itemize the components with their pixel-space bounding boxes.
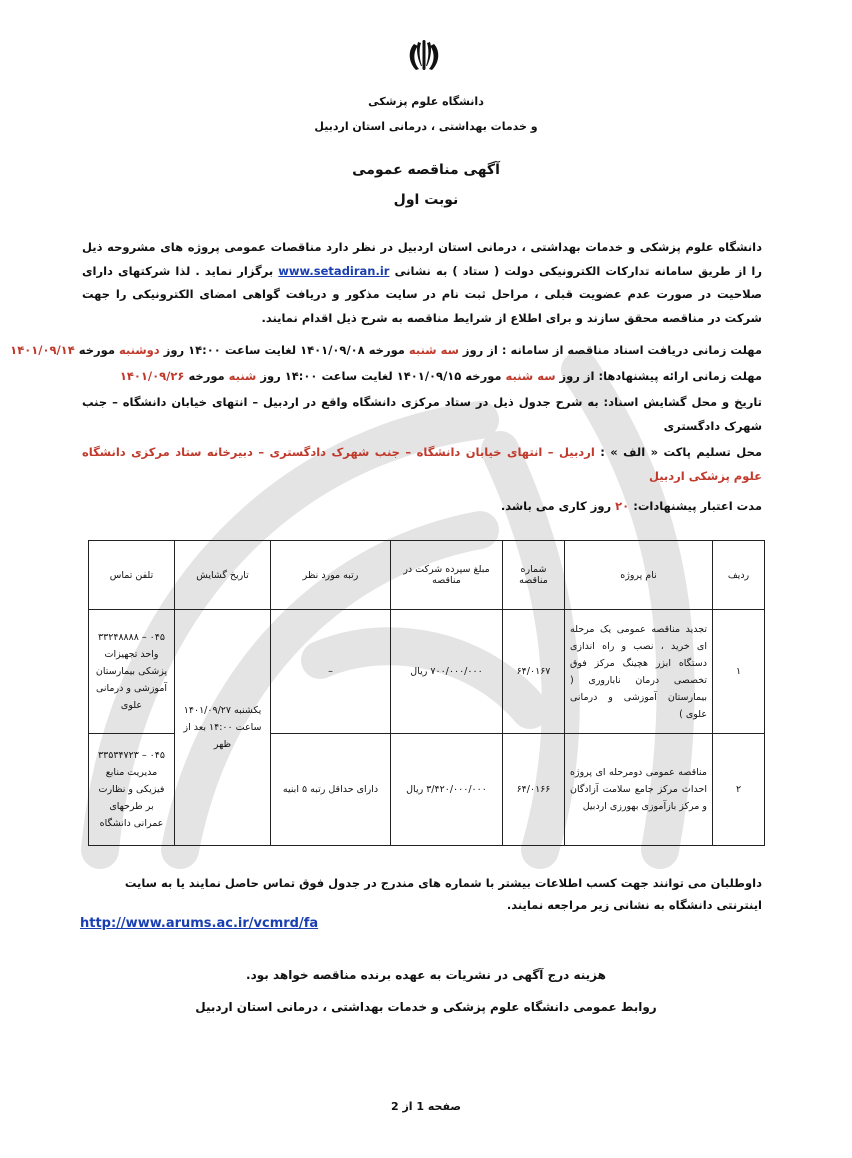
validity-line [82, 499, 762, 513]
tender-number: ۶۴/۰۱۶۷ [503, 610, 565, 734]
docs-mid1: مورخه ۱۴۰۱/۰۹/۰۸ لغایت ساعت ۱۴:۰۰ روز [163, 343, 405, 357]
bids-date2: ۱۴۰۱/۰۹/۲۶ [119, 369, 185, 383]
required-grade: دارای حداقل رتبه ۵ ابنیه [271, 734, 391, 846]
opening-date: یکشنبه ۱۴۰۱/۰۹/۲۷ ساعت ۱۴:۰۰ بعد از ظهر [175, 610, 271, 846]
docs-day2: دوشنبه [118, 343, 160, 357]
row-number: ۱ [713, 610, 765, 734]
contact-phone: ۰۴۵ – ۳۳۵۳۴۷۲۳ مدیریت منابع فیزیکی و نظارت بر طرحهای عمرانی دانشگاه [89, 734, 175, 846]
project-name: تجدید مناقصه عمومی یک مرحله ای خرید ، نصب و راه اندازی دستگاه ابزر هچینگ مرکز فوق تخصصی درمان ناباروری ( بیمارستان آموزشی و درمانی علوی ) [565, 610, 713, 734]
tender-number: ۶۴/۰۱۶۶ [503, 734, 565, 846]
col-header: تاریخ گشایش [175, 541, 271, 610]
docs-deadline-line [10, 343, 762, 357]
table-header-row [89, 541, 765, 610]
bids-day1: سه شنبه [505, 369, 556, 383]
bids-mid2: مورخه [188, 369, 225, 383]
required-grade: – [271, 610, 391, 734]
delivery-place [82, 440, 762, 488]
row-number: ۲ [713, 734, 765, 846]
col-header: مبلغ سپرده شرکت در مناقصه [391, 541, 503, 610]
validity-prefix: مدت اعتبار پیشنهادات: [633, 499, 762, 513]
intro-text-1: دانشگاه علوم پزشکی و خدمات بهداشتی ، درمانی استان اردبیل در نظر دارد مناقصات عمومی پروژه های مشروحه ذیل را از طریق سامانه تدارکات الکترونیکی دولت ( ستاد ) به نشانی [82, 240, 762, 278]
arums-link-container [80, 916, 318, 931]
opening-place: تاریخ و محل گشایش اسناد: به شرح جدول ذیل در ستاد مرکزی دانشگاه واقع در اردبیل – انتهای خیابان دانشگاه – جنب شهرک دادگستری [82, 395, 762, 433]
project-name: مناقصه عمومی دومرحله ای پروژه احداث مرکز جامع سلامت آزادگان و مرکز بازآموزی بهورزی اردبیل [565, 734, 713, 846]
delivery-value: اردبیل – انتهای خیابان دانشگاه – جنب شهرک دادگستری – دبیرخانه ستاد مرکزی دانشگاه علوم پزشکی اردبیل [82, 445, 762, 483]
intro-paragraph [82, 236, 762, 330]
col-header: ردیف [713, 541, 765, 610]
page-number: صفحه 1 از 2 [390, 1100, 462, 1113]
docs-date2: ۱۴۰۱/۰۹/۱۴ [10, 343, 75, 357]
docs-day1: سه شنبه [408, 343, 459, 357]
signature: روابط عمومی دانشگاه علوم پزشکی و خدمات بهداشتی ، درمانی استان اردبیل [195, 1000, 657, 1014]
col-header: نام پروژه [565, 541, 713, 610]
docs-prefix: مهلت زمانی دریافت اسناد مناقصه از سامانه : از روز [462, 343, 762, 357]
bids-mid1: مورخه ۱۴۰۱/۰۹/۱۵ لغایت ساعت ۱۴:۰۰ روز [260, 369, 502, 383]
docs-mid2: مورخه [78, 343, 115, 357]
arums-link[interactable]: http://www.arums.ac.ir/vcmrd/fa [80, 916, 319, 931]
bids-deadline-line [82, 369, 762, 383]
tender-table [88, 540, 765, 846]
col-header: رتبه مورد نظر [271, 541, 391, 610]
deposit-amount: ۳/۴۲۰/۰۰۰/۰۰۰ ریال [391, 734, 503, 846]
setadiran-link[interactable]: www.setadiran.ir [278, 263, 390, 278]
notice-round: نوبت اول [393, 192, 459, 208]
deposit-amount: ۷۰۰/۰۰۰/۰۰۰ ریال [391, 610, 503, 734]
footer-info: داوطلبان می توانند جهت کسب اطلاعات بیشتر با شماره های مندرج در جدول فوق تماس حاصل نمایند یا به سایت اینترنتی دانشگاه به نشانی زیر مراجعه نمایند. [124, 876, 762, 912]
university-name: دانشگاه علوم پزشکی [368, 95, 484, 108]
intro-text-2: برگزار نماید . لذا شرکتهای دارای صلاحیت در صورت عدم عضویت قبلی ، مراحل ثبت نام در سایت مذکور و دریافت گواهی امضای الکترونیکی را جهت شرکت در مناقصه محقق سازند و برای اطلاع از شرایط مناقصه به شرح ذیل اقدام نمایند. [82, 263, 762, 325]
university-subtitle: و خدمات بهداشتی ، درمانی استان اردبیل [314, 120, 538, 133]
cost-note: هزینه درج آگهی در نشریات به عهده برنده مناقصه خواهد بود. [246, 968, 606, 982]
col-header: شماره مناقصه [503, 541, 565, 610]
table-row [89, 610, 765, 734]
notice-title: آگهی مناقصه عمومی [352, 162, 500, 178]
contact-phone: ۰۴۵ – ۳۳۲۴۸۸۸۸ واحد تجهیزات پزشکی بیمارستان آموزشی و درمانی علوی [89, 610, 175, 734]
validity-days: ۲۰ [615, 499, 630, 513]
col-header: تلفن تماس [89, 541, 175, 610]
iran-emblem-icon [404, 36, 444, 76]
delivery-label: محل تسلیم پاکت « الف » : [600, 445, 762, 459]
bids-prefix: مهلت زمانی ارائه پیشنهادها: از روز [559, 369, 762, 383]
bids-day2: شنبه [228, 369, 257, 383]
validity-suffix: روز کاری می باشد. [500, 499, 612, 513]
